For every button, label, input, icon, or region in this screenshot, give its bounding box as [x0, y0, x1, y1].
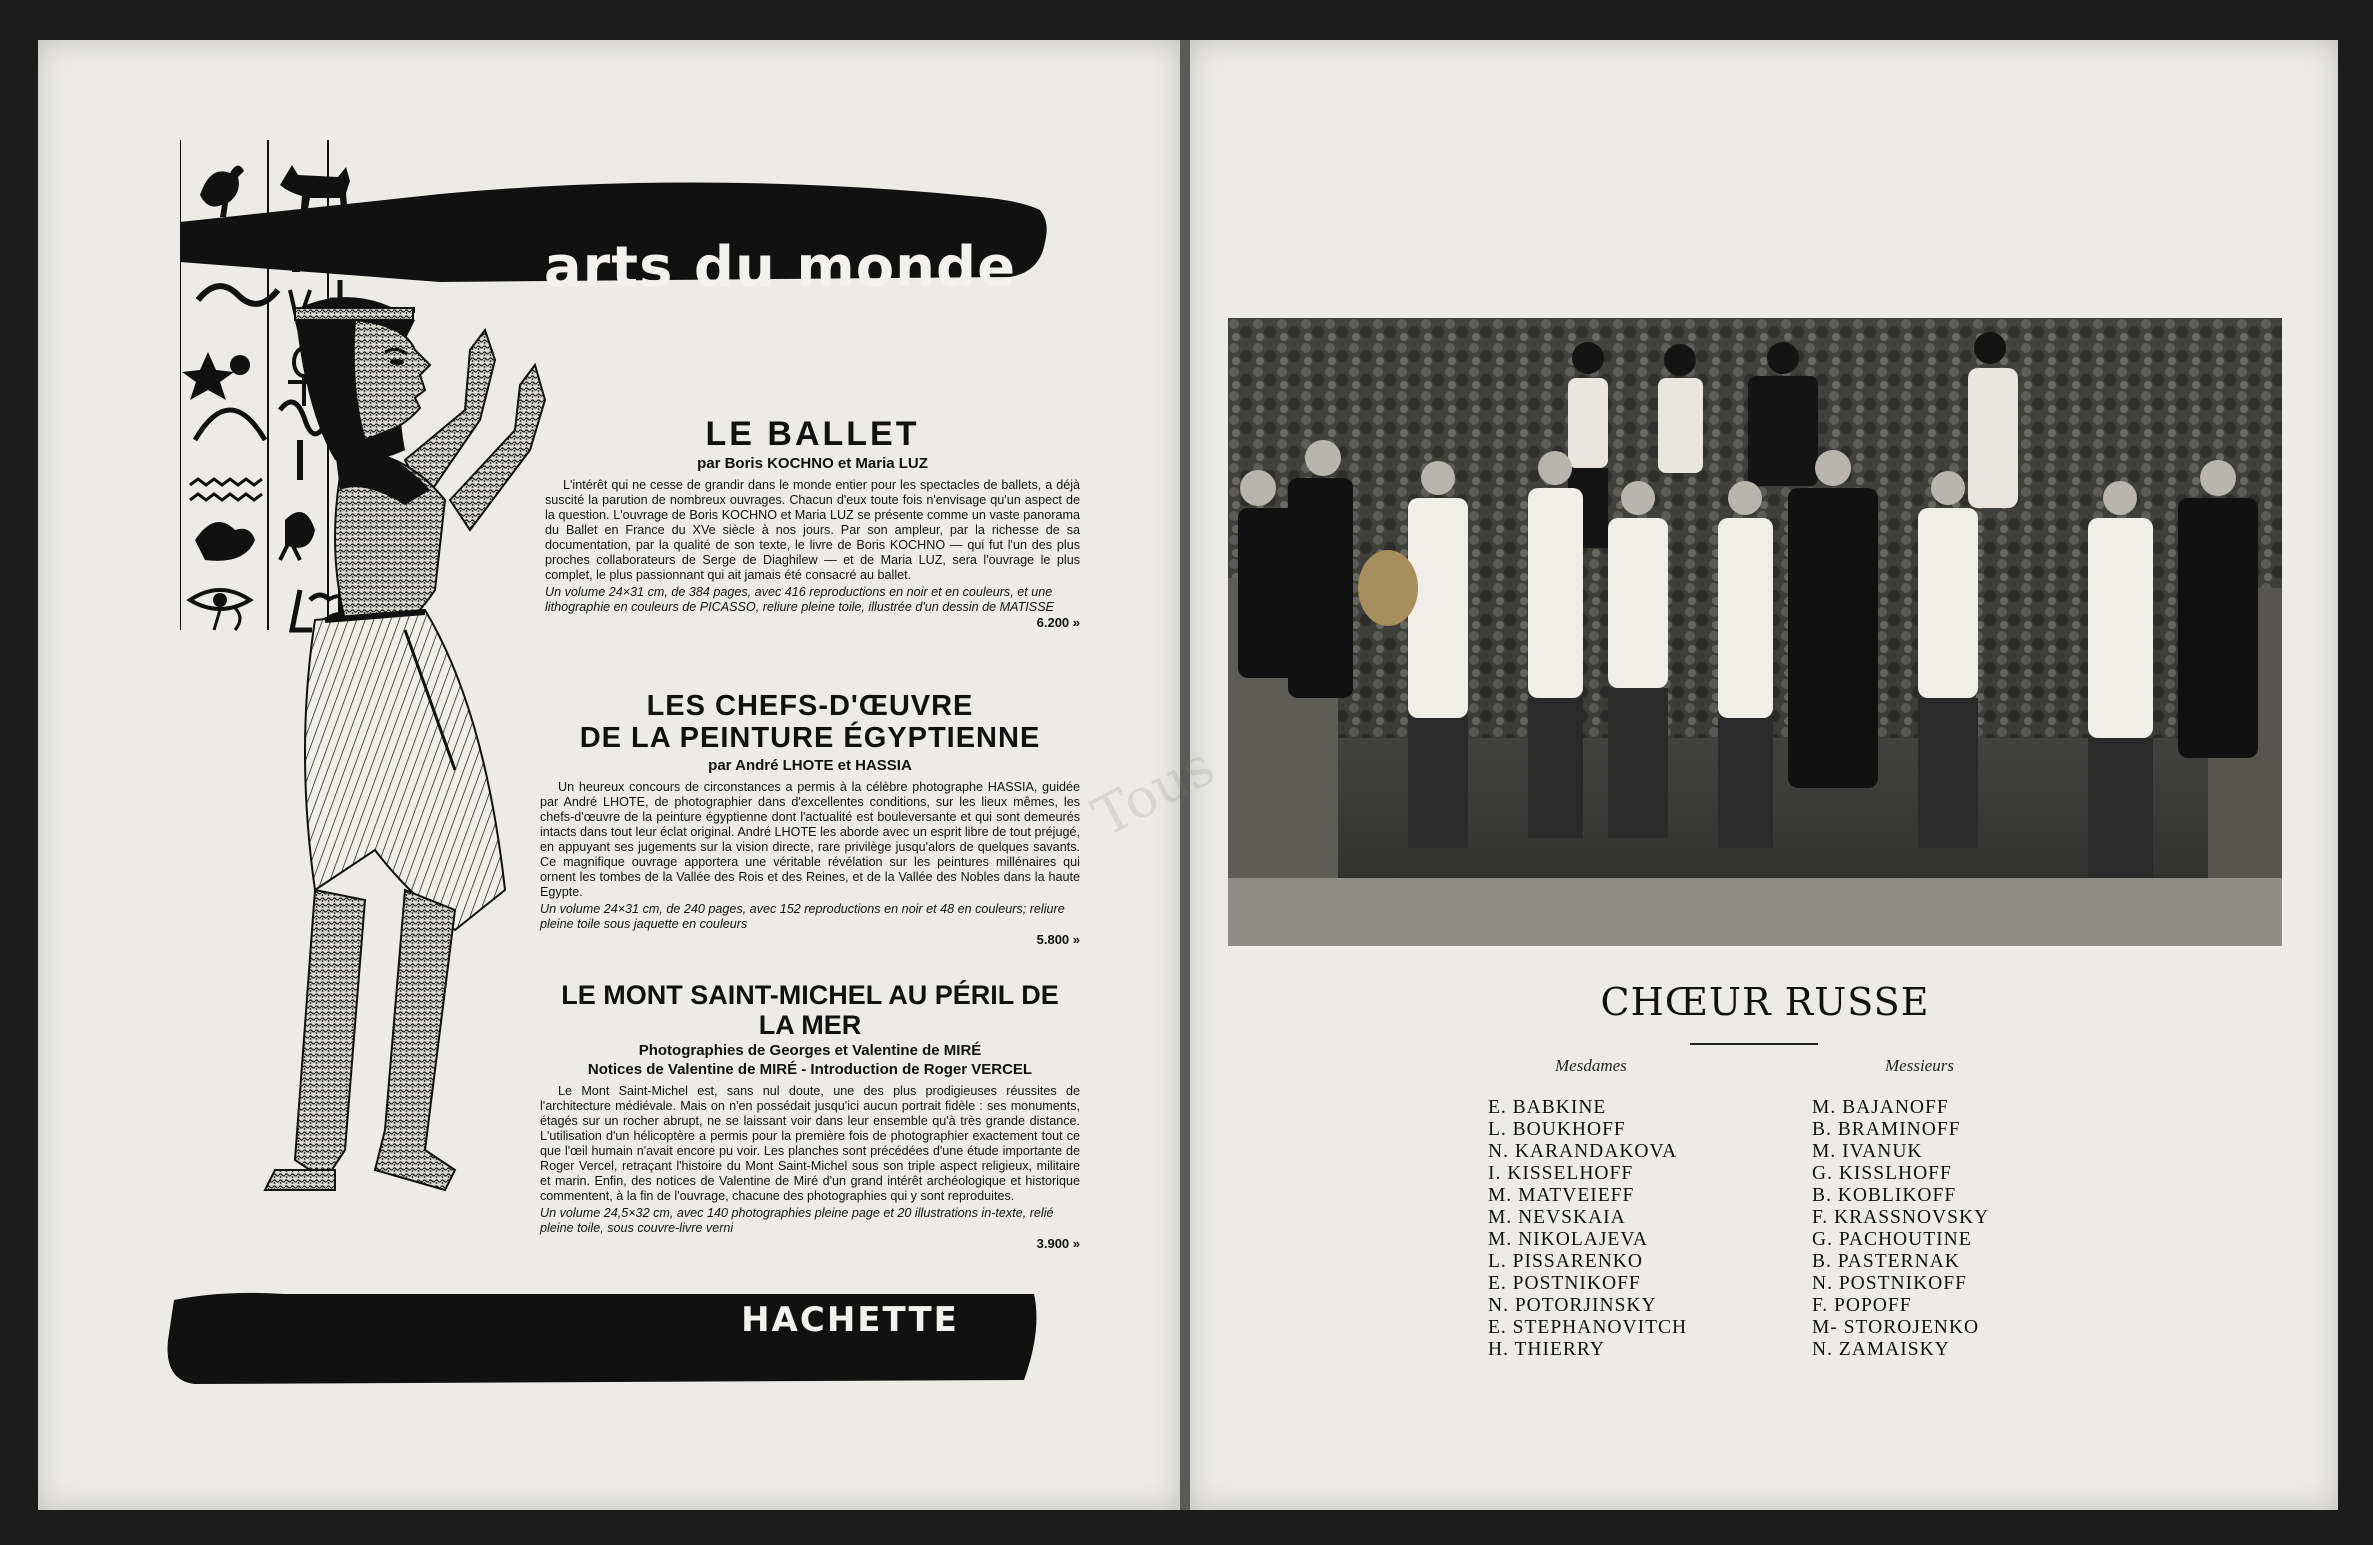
list-item: F. KRASSNOVSKY [1812, 1207, 1990, 1228]
book-photographers: Photographies de Georges et Valentine de MIRÉ [638, 1042, 982, 1060]
list-item: M. NIKOLAJEVA [1488, 1229, 1648, 1250]
men-heading: Messieurs [1885, 1056, 1954, 1075]
list-item: M. MATVEIEFF [1488, 1185, 1635, 1206]
list-item: M- STOROJENKO [1812, 1317, 1980, 1338]
book-format [540, 1206, 1080, 1252]
list-item: H. THIERRY [1488, 1339, 1605, 1360]
list-item: B. KOBLIKOFF [1812, 1185, 1957, 1206]
book-format-text: Un volume 24×31 cm, de 384 pages, avec 416 reproductions en noir et en couleurs, et une lithographie en couleurs de PICASSO, reliure pleine toile, illustrée d'un dessin de MATISSE [545, 585, 1054, 615]
book-ballet [545, 415, 1080, 631]
ladies-list [1488, 1097, 1687, 1361]
book-title: LE MONT SAINT-MICHEL AU PÉRIL DE LA MER [561, 980, 1059, 1041]
book-author: par Boris KOCHNO et Maria LUZ [697, 455, 928, 473]
book-price: 6.200 » [1036, 615, 1080, 631]
list-item: N. ZAMAISKY [1812, 1339, 1950, 1360]
list-item: L. PISSARENKO [1488, 1251, 1643, 1272]
book-format-text: Un volume 24,5×32 cm, avec 140 photographies pleine page et 20 illustrations in-texte, relié pleine toile, sous couvre-livre verni [540, 1206, 1054, 1236]
publisher-name: HACHETTE [741, 1300, 959, 1340]
list-item: G. KISSLHOFF [1812, 1163, 1952, 1184]
ladies-heading: Mesdames [1555, 1056, 1627, 1075]
list-item: I. KISSELHOFF [1488, 1163, 1634, 1184]
watermark: Tous [1082, 733, 1225, 850]
book-price: 3.900 » [1036, 1236, 1080, 1252]
book-author: par André LHOTE et HASSIA [708, 756, 912, 774]
list-item: M. IVANUK [1812, 1141, 1923, 1162]
list-item: B. BRAMINOFF [1812, 1119, 1961, 1140]
list-item: N. POSTNIKOFF [1812, 1273, 1967, 1294]
list-item: M. BAJANOFF [1812, 1097, 1949, 1118]
list-item: N. KARANDAKOVA [1488, 1141, 1678, 1162]
list-item: M. NEVSKAIA [1488, 1207, 1626, 1228]
book-description: Un heureux concours de circonstances a permis à la célèbre photographe HASSIA, guidée par André LHOTE, de photographier dans d'excellentes conditions, sur les lieux mêmes, les chefs-d'œuvre de la peinture égyptienne dont l'actualité est bouleversante et qui sont demeurés intacts dans tout leur éclat original. André LHOTE les aborde avec un esprit libre de tout préjugé, en appuyant ses jugements sur la vision directe, rare privilège jusqu'alors de quelques savants. Ce magnifique ouvrage apportera une véritable révélation sur les peintures millénaires qui ornent les tombes de la Vallée des Rois et des Reines, et de la Vallée des Nobles dans la haute Egypte. [540, 779, 1080, 899]
book-title-line-2: DE LA PEINTURE ÉGYPTIENNE [579, 722, 1041, 755]
book-format [540, 901, 1080, 947]
list-item: B. PASTERNAK [1812, 1251, 1960, 1272]
banner-title: arts du monde [543, 235, 1017, 300]
book-credits: Notices de Valentine de MIRÉ - Introduction de Roger VERCEL [587, 1061, 1033, 1079]
list-item: E. BABKINE [1488, 1097, 1607, 1118]
title-rule [1690, 1043, 1818, 1045]
list-item: E. STEPHANOVITCH [1488, 1317, 1688, 1338]
list-item: G. PACHOUTINE [1812, 1229, 1972, 1250]
list-item: L. BOUKHOFF [1488, 1119, 1626, 1140]
book-format-text: Un volume 24×31 cm, de 240 pages, avec 152 reproductions en noir et 48 en couleurs; reliure pleine toile sous jaquette en couleurs [540, 901, 1065, 931]
book-price: 5.800 » [1036, 931, 1080, 947]
book-format [545, 585, 1080, 631]
choir-photograph [1228, 318, 2282, 946]
book-title: LE BALLET [705, 415, 920, 453]
book-egyptian-painting [540, 690, 1080, 947]
list-item: F. POPOFF [1812, 1295, 1912, 1316]
list-item: N. POTORJINSKY [1488, 1295, 1657, 1316]
men-list [1812, 1097, 1989, 1361]
book-title-line-1: LES CHEFS-D'ŒUVRE [646, 690, 974, 722]
book-description: L'intérêt qui ne cesse de grandir dans le monde entier pour les spectacles de ballets, a déjà suscité la parution de nombreux ouvrages. Chacun d'eux toute fois n'envisage qu'un aspect de la question. L'ouvrage de Boris KOCHNO et Maria LUZ se présente comme un vaste panorama du Ballet en France du XVe siècle à nos jours. Par son ampleur, par la richesse de sa documentation, par la qualité de son texte, le livre de Boris KOCHNO — qui fut l'un des plus proches collaborateurs de Serge de Diaghilew — et de Maria LUZ, sera l'ouvrage le plus complet, le plus passionnant qui ait jamais été consacré au ballet. [545, 478, 1080, 583]
book-description: Le Mont Saint-Michel est, sans nul doute, une des plus prodigieuses réussites de l'architecture médiévale. Mais on n'en possédait jusqu'ici aucun portrait fidèle : ses monuments, étagés sur un rocher abrupt, ne se laissant voir dans leur ensemble qu'à très grande distance. L'utilisation d'un hélicoptère a permis pour la première fois de photographier exactement tout ce que l'œil humain n'avait encore pu voir. Les planches sont précédées d'une étude importante de Roger Vercel, retraçant l'histoire du Mont Saint-Michel sous son triple aspect religieux, militaire et marin. Enfin, des notices de Valentine de Miré d'un grand intérêt archéologique et historique commentent, à la fin de l'ouvrage, chacune des photographies qui y sont reproduites. [540, 1084, 1080, 1204]
book-mont-saint-michel [540, 980, 1080, 1252]
list-item: E. POSTNIKOFF [1488, 1273, 1641, 1294]
choir-title: CHŒUR RUSSE [1600, 980, 1930, 1024]
